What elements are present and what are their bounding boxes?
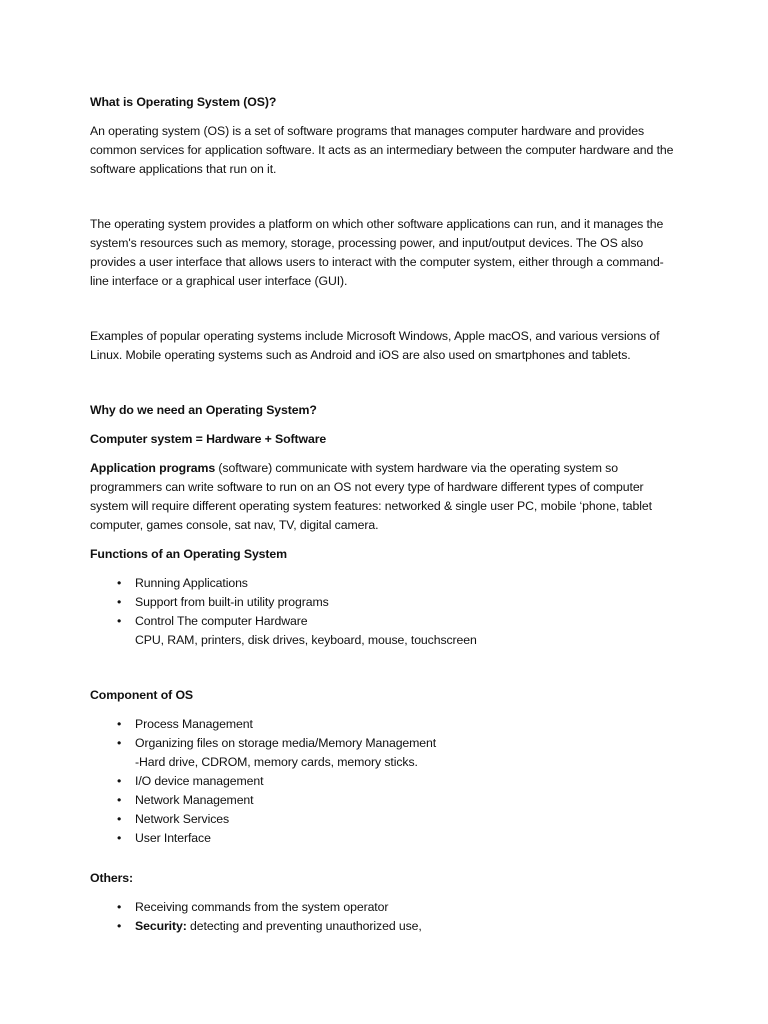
- list-item-label: Network Management: [135, 793, 254, 807]
- list-item-label: detecting and preventing unauthorized use,: [186, 919, 422, 933]
- list-item: [90, 715, 675, 734]
- list-item: [90, 917, 675, 936]
- why-heading: Why do we need an Operating System?: [90, 403, 317, 417]
- list-item: [90, 574, 675, 593]
- list-item-label: Running Applications: [135, 576, 248, 590]
- intro-paragraph-3: Examples of popular operating systems include Microsoft Windows, Apple macOS, and various versions of Linux. Mobile operating systems such as Android and iOS are also used on smartphones and tablets.: [90, 329, 660, 362]
- bullet-icon: •: [117, 900, 122, 914]
- list-item: [90, 829, 675, 848]
- list-item-subtext: -Hard drive, CDROM, memory cards, memory sticks.: [135, 755, 418, 769]
- list-item: [90, 612, 675, 650]
- list-item-label: Organizing files on storage media/Memory Management: [135, 736, 437, 750]
- others-list: [90, 898, 675, 936]
- intro-paragraph-2: The operating system provides a platform on which other software applications can run, and it manages the system's resources such as memory, storage, processing power, and input/output devices. The OS also provides a user interface that allows users to interact with the computer system, either through a command-line interface or a graphical user interface (GUI).: [90, 217, 664, 288]
- application-programs-paragraph: [90, 459, 675, 535]
- bullet-icon: •: [117, 614, 122, 628]
- list-item: [90, 810, 675, 829]
- list-item-label: User Interface: [135, 831, 211, 845]
- list-item-label: Network Services: [135, 812, 230, 826]
- list-item-label: Support from built-in utility programs: [135, 595, 329, 609]
- bullet-icon: •: [117, 793, 122, 807]
- bullet-icon: •: [117, 736, 122, 750]
- bullet-icon: •: [117, 576, 122, 590]
- application-programs-text: (software) communicate with system hardware via the operating system so programmers can write software to run on an OS not every type of hardware different types of computer system will require different operating system features: networked & single user PC, mobile ‘phone, tablet computer, games console, sat nav, TV, digital camera.: [90, 461, 652, 532]
- list-item-label: I/O device management: [135, 774, 264, 788]
- others-heading: Others:: [90, 871, 134, 885]
- bullet-icon: •: [117, 919, 122, 933]
- list-item-label: Process Management: [135, 717, 253, 731]
- list-item: [90, 772, 675, 791]
- bullet-icon: •: [117, 595, 122, 609]
- list-item-label: Control The computer Hardware: [135, 614, 308, 628]
- page-title: What is Operating System (OS)?: [90, 95, 277, 109]
- list-item-label: Receiving commands from the system operator: [135, 900, 389, 914]
- list-item-subtext: CPU, RAM, printers, disk drives, keyboard, mouse, touchscreen: [135, 633, 477, 647]
- component-heading: Component of OS: [90, 688, 194, 702]
- document-page: [90, 93, 675, 936]
- equation-text: Computer system = Hardware + Software: [90, 432, 327, 446]
- application-programs-bold: Application programs: [90, 461, 216, 475]
- bullet-icon: •: [117, 812, 122, 826]
- list-item: [90, 791, 675, 810]
- list-item: [90, 734, 675, 772]
- components-list: [90, 715, 675, 848]
- bullet-icon: •: [117, 717, 122, 731]
- functions-heading: Functions of an Operating System: [90, 547, 287, 561]
- intro-paragraph-1: An operating system (OS) is a set of software programs that manages computer hardware and provides common services for application software. It acts as an intermediary between the computer hardware and the software applications that run on it.: [90, 124, 674, 176]
- list-item: [90, 593, 675, 612]
- functions-list: [90, 574, 675, 650]
- list-item: [90, 898, 675, 917]
- bullet-icon: •: [117, 831, 122, 845]
- list-item-bold-label: Security:: [135, 919, 187, 933]
- bullet-icon: •: [117, 774, 122, 788]
- equation-line: [90, 430, 675, 449]
